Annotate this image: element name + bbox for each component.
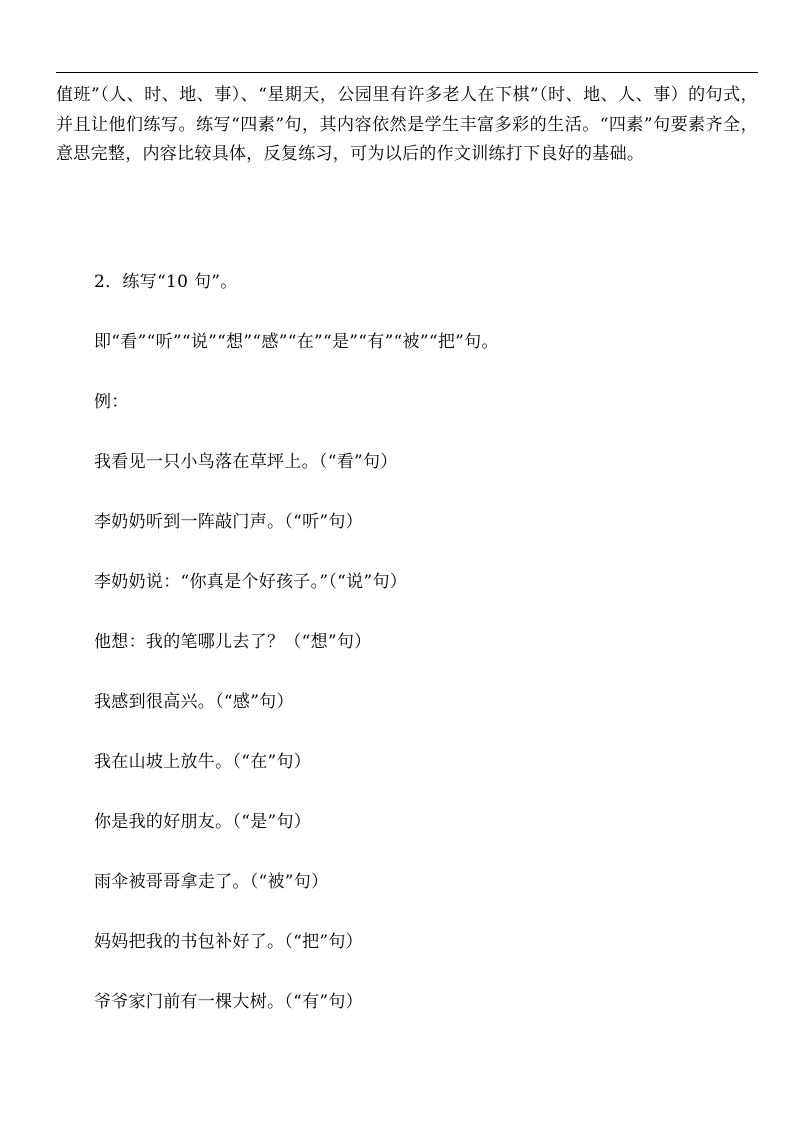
example-line: 雨伞被哥哥拿走了。（“被”句） bbox=[94, 872, 329, 892]
example-line: 我在山坡上放牛。（“在”句） bbox=[94, 752, 312, 772]
page-content bbox=[56, 81, 758, 170]
example-line: 我感到很高兴。（“感”句） bbox=[94, 692, 294, 712]
example-line: 爷爷家门前有一棵大树。（“有”句） bbox=[94, 992, 363, 1012]
section-heading: 2．练写“10 句”。 bbox=[94, 272, 238, 292]
example-line: 你是我的好朋友。（“是”句） bbox=[94, 812, 312, 832]
example-line: 我看见一只小鸟落在草坪上。（“看”句） bbox=[94, 452, 398, 472]
example-line: 他想：我的笔哪儿去了？（“想”句） bbox=[94, 632, 372, 652]
definition-line: 即“看”“听”“说”“想”“感”“在”“是”“有”“被”“把”句。 bbox=[94, 332, 499, 352]
intro-paragraph: 值班”（人、时、地、事）、“星期天，公园里有许多老人在下棋”（时、地、人、事）的句式，并且让他们练写。练写“四素”句，其内容依然是学生丰富多彩的生活。“四素”句要素齐全，意思完整，内容比较具体，反复练习，可为以后的作文训练打下良好的基础。 bbox=[56, 85, 758, 164]
example-line: 妈妈把我的书包补好了。（“把”句） bbox=[94, 932, 363, 952]
example-label: 例： bbox=[94, 392, 129, 412]
example-line: 李奶奶说：“你真是个好孩子。”（“说”句） bbox=[94, 572, 408, 592]
header-rule bbox=[56, 72, 758, 73]
example-line: 李奶奶听到一阵敲门声。（“听”句） bbox=[94, 512, 363, 532]
